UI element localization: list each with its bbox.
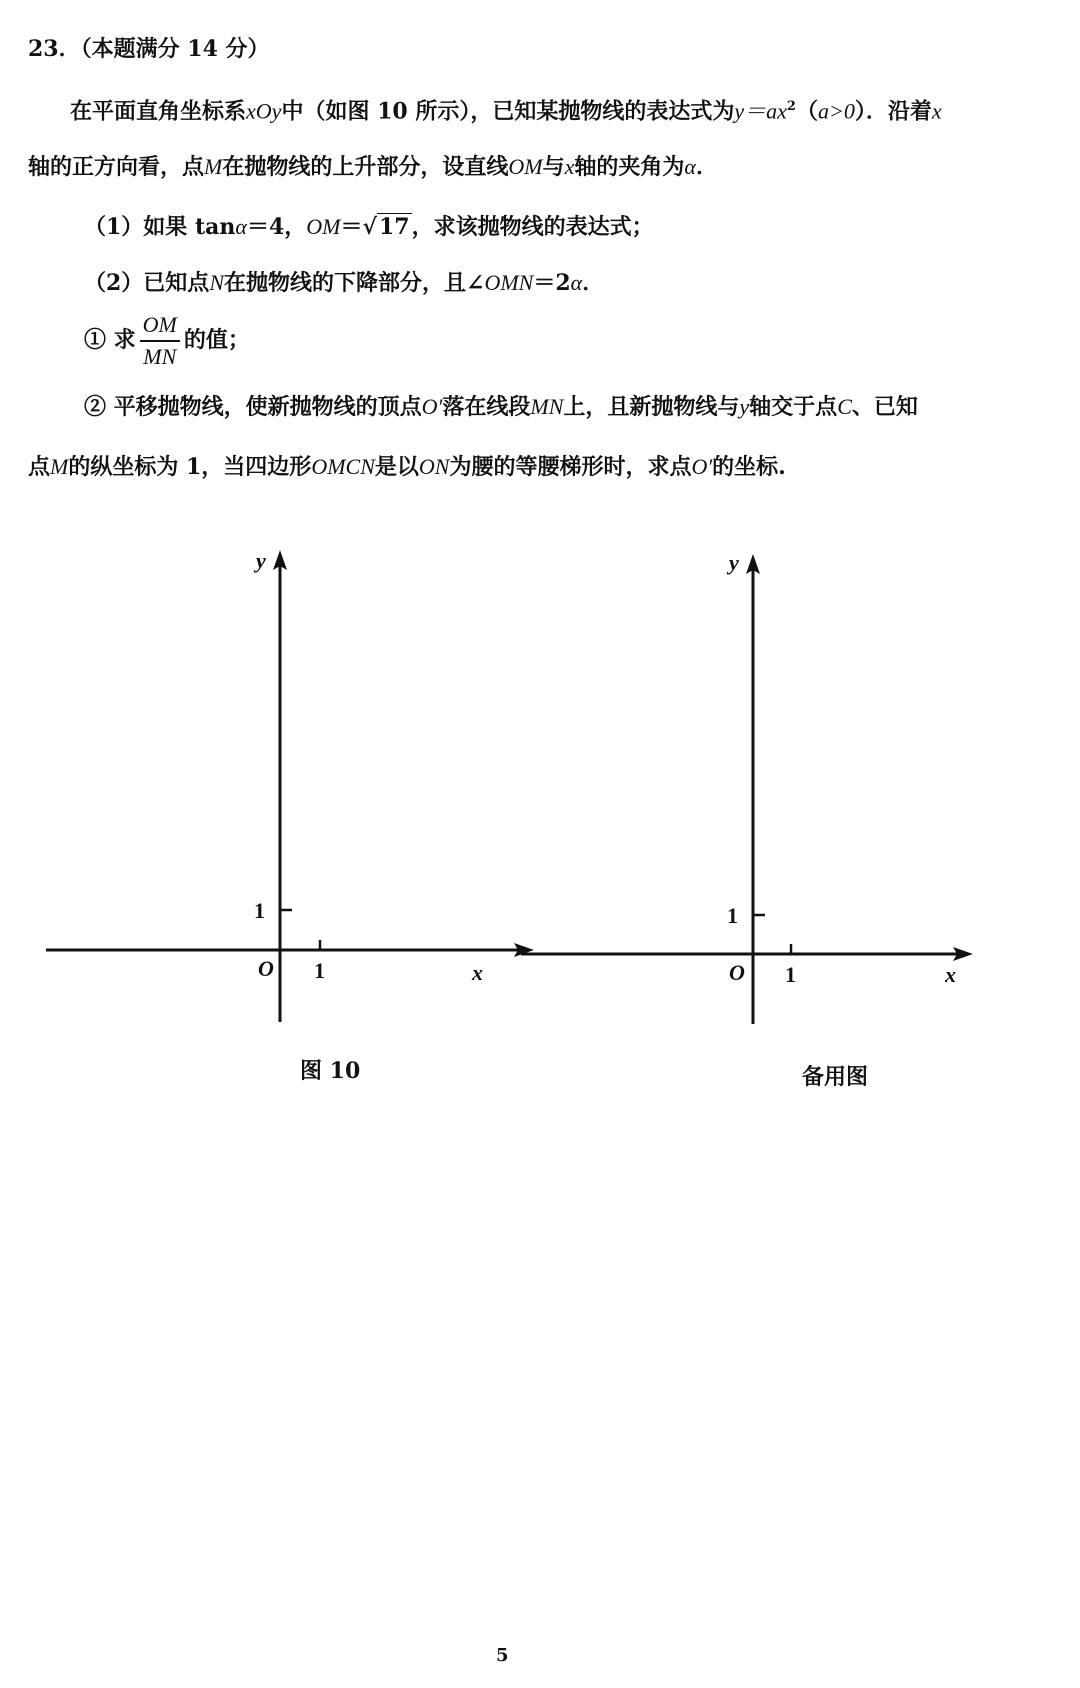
y-axis-label: y xyxy=(729,550,739,575)
x-axis-label: x xyxy=(945,962,956,987)
question-2-i: ① 求 $\frac{OM}{MN}$ 的值； xyxy=(84,312,250,369)
intro-line-1: 在平面直角坐标系xOy中（如图 10 所示），已知某抛物线的表达式为$y=ax^2(a>0)$．沿着x xyxy=(70,98,942,125)
origin-label: O xyxy=(729,960,745,985)
figure-backup xyxy=(515,540,1015,1060)
question-2: （2）已知点N在抛物线的下降部分，且∠OMN＝2α． xyxy=(84,270,605,296)
figure-10-caption: 图 10 xyxy=(300,1058,361,1084)
y-axis-label: y xyxy=(256,548,266,573)
question-2-ii-continued: 点M的纵坐标为 1，当四边形OMCN是以ON为腰的等腰梯形时，求点O′的坐标. xyxy=(28,454,786,480)
origin-label: O xyxy=(258,956,274,981)
figure-backup-caption: 备用图 xyxy=(802,1064,869,1090)
problem-header: 23．（本题满分 14 分） xyxy=(28,36,270,62)
intro-line-2: 轴的正方向看，点M在抛物线的上升部分，设直线OM与x轴的夹角为α． xyxy=(28,154,718,180)
page-number: 5 xyxy=(496,1645,509,1666)
figure-10 xyxy=(40,540,540,1060)
question-2-ii: ② 平移抛物线，使新抛物线的顶点O′落在线段MN上，且新抛物线与y轴交于点C、已知 xyxy=(84,394,918,420)
fraction-om-mn: $\frac{OM}{MN}$ xyxy=(140,312,180,370)
x-tick-label: 1 xyxy=(314,958,325,983)
y-tick-label: 1 xyxy=(254,898,265,923)
question-1: （1）如果 tanα＝4，OM＝√17，求该抛物线的表达式； xyxy=(84,214,654,240)
y-tick-label: 1 xyxy=(727,903,738,928)
x-tick-label: 1 xyxy=(785,962,796,987)
x-axis-label: x xyxy=(472,960,483,985)
